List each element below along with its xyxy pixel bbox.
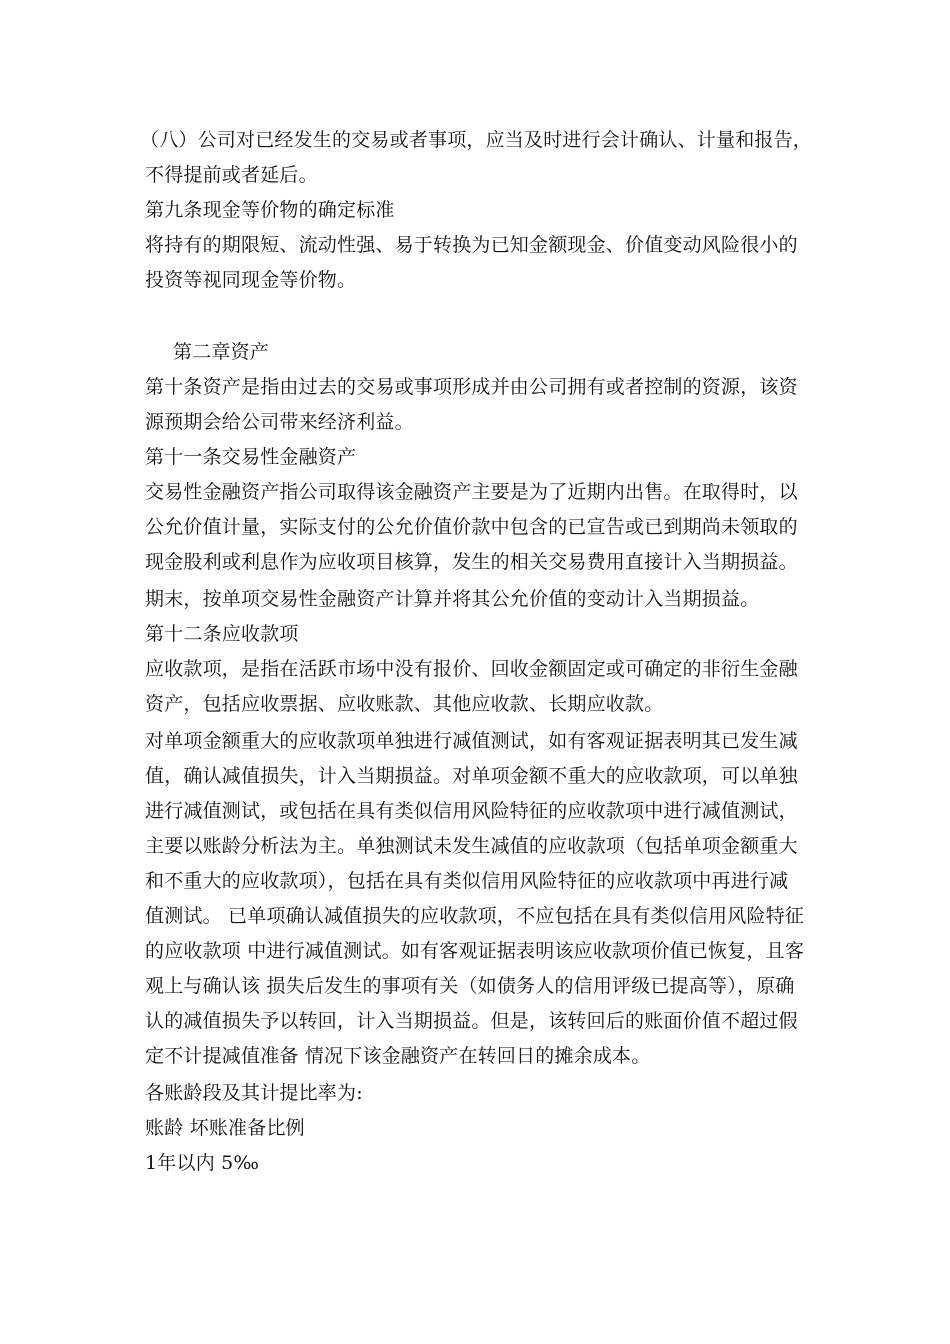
paragraph-line: 的应收款项 中进行减值测试。如有客观证据表明该应收款项价值已恢复，且客 <box>145 940 805 962</box>
chapter-heading: 第二章资产 <box>173 341 270 363</box>
paragraph-line: 值，确认减值损失，计入当期损益。对单项金额不重大的应收款项，可以单独 <box>145 765 798 787</box>
paragraph-line: 交易性金融资产指公司取得该金融资产主要是为了近期内出售。在取得时，以 <box>145 481 798 503</box>
paragraph-line: 应收款项，是指在活跃市场中没有报价、回收金额固定或可确定的非衍生金融 <box>145 658 798 680</box>
paragraph-line: 源预期会给公司带来经济利益。 <box>145 411 414 433</box>
paragraph-line: 资产，包括应收票据、应收账款、其他应收款、长期应收款。 <box>145 693 664 715</box>
paragraph-line: 期末，按单项交易性金融资产计算并将其公允价值的变动计入当期损益。 <box>145 588 760 610</box>
paragraph-line: 和不重大的应收款项），包括在具有类似信用风险特征的应收款项中再进行减 <box>145 870 789 892</box>
paragraph-line: 主要以账龄分析法为主。单独测试未发生减值的应收款项（包括单项金额重大 <box>145 835 798 857</box>
section-heading: 第十一条交易性金融资产 <box>145 446 357 468</box>
paragraph-line: 不得提前或者延后。 <box>145 164 318 186</box>
table-header-line: 账龄 坏账准备比例 <box>145 1117 305 1139</box>
table-row-line: 1年以内 5‰ <box>145 1152 260 1174</box>
paragraph-line: 第十条资产是指由过去的交易或事项形成并由公司拥有或者控制的资源，该资 <box>145 376 798 398</box>
paragraph-line: 观上与确认该 损失后发生的事项有关（如债务人的信用评级已提高等），原确 <box>145 975 795 997</box>
paragraph-line: 进行减值测试，或包括在具有类似信用风险特征的应收款项中进行减值测试， <box>145 800 798 822</box>
paragraph-line: 投资等视同现金等价物。 <box>145 269 357 291</box>
paragraph-line: 将持有的期限短、流动性强、易于转换为已知金额现金、价值变动风险很小的 <box>145 234 798 256</box>
paragraph-line: 现金股利或利息作为应收项目核算，发生的相关交易费用直接计入当期损益。 <box>145 551 798 573</box>
paragraph-line: 公允价值计量，实际支付的公允价值价款中包含的已宣告或已到期尚未领取的 <box>145 516 798 538</box>
paragraph-line: 认的减值损失予以转回，计入当期损益。但是，该转回后的账面价值不超过假 <box>145 1010 798 1032</box>
paragraph-line: 对单项金额重大的应收款项单独进行减值测试，如有客观证据表明其已发生减 <box>145 730 798 752</box>
paragraph-line: 值测试。 已单项确认减值损失的应收款项，不应包括在具有类似信用风险特征 <box>145 905 805 927</box>
paragraph-line: 各账龄段及其计提比率为: <box>145 1082 363 1104</box>
paragraph-line: 定不计提减值准备 情况下该金融资产在转回日的摊余成本。 <box>145 1045 651 1067</box>
section-heading: 第九条现金等价物的确定标准 <box>145 199 395 221</box>
section-heading: 第十二条应收款项 <box>145 623 299 645</box>
paragraph-line: （八）公司对已经发生的交易或者事项，应当及时进行会计确认、计量和报告， <box>140 129 813 151</box>
